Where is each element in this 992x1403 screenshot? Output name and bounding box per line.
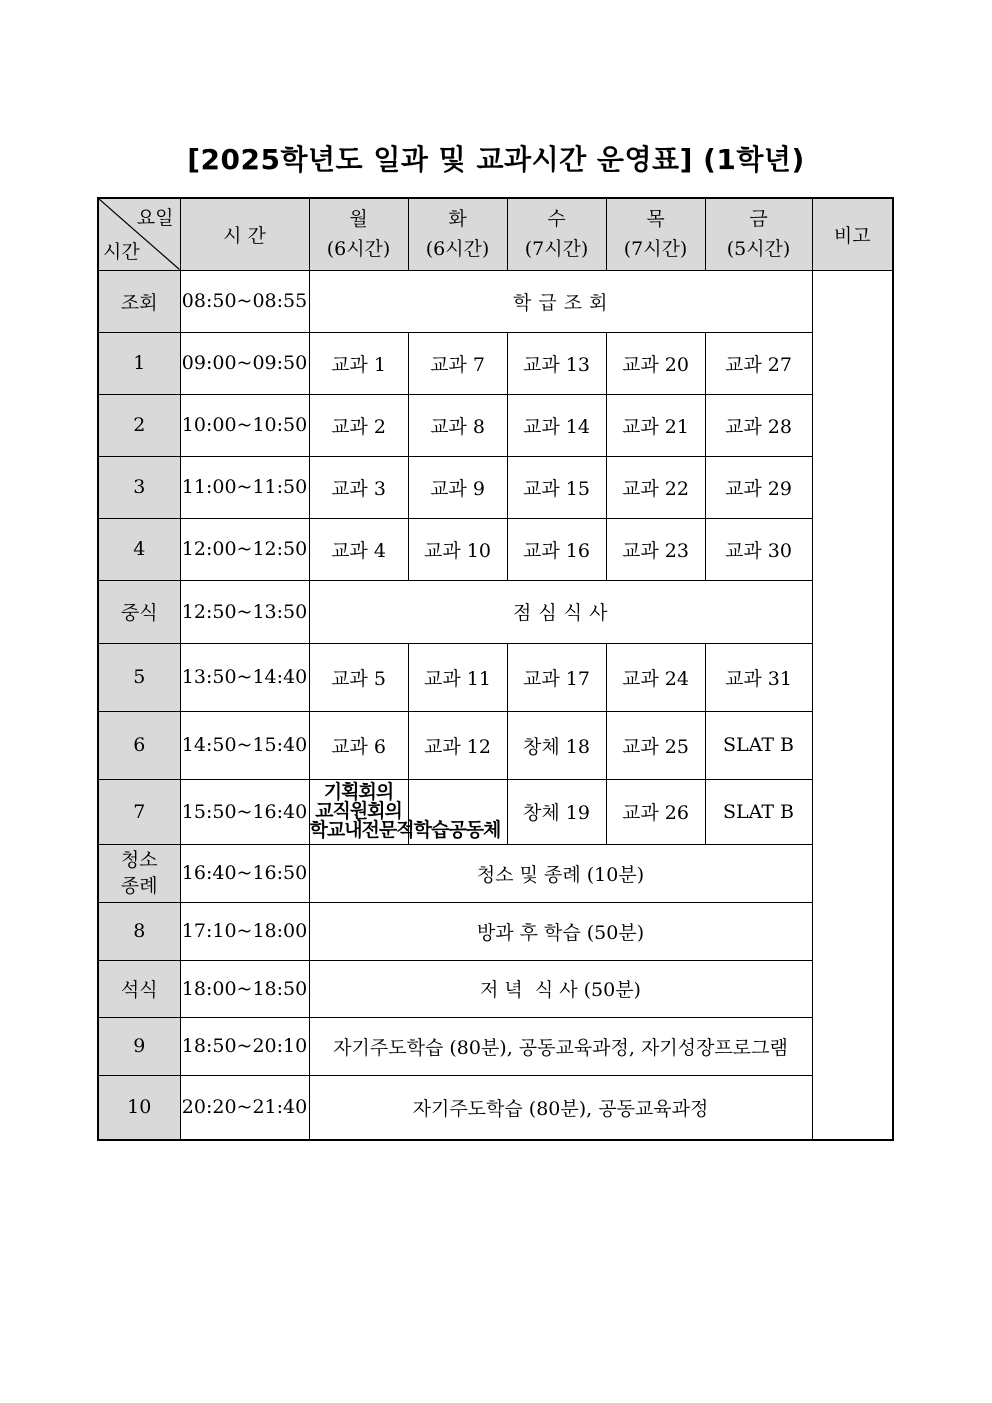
page-title: [2025학년도 일과 및 교과시간 운영표] (1학년)	[187, 143, 805, 176]
class-cell: 교과 26	[606, 779, 705, 844]
table-row	[98, 643, 893, 711]
time-header: 시 간	[180, 198, 309, 270]
row-time: 18:50~20:10	[180, 1017, 309, 1075]
class-cell: 교과 10	[408, 518, 507, 580]
class-cell: 교과 16	[507, 518, 606, 580]
class-cell: 교과 9	[408, 456, 507, 518]
selfstudy-cell: 자기주도학습 (80분), 공동교육과정	[309, 1075, 812, 1140]
class-cell: 교과 4	[309, 518, 408, 580]
row-time: 14:50~15:40	[180, 711, 309, 779]
table-row	[98, 779, 893, 844]
row-label: 1	[98, 332, 180, 394]
class-cell: 교과 17	[507, 643, 606, 711]
table-row	[98, 844, 893, 902]
remark-header: 비고	[812, 198, 893, 270]
table-row	[98, 1075, 893, 1140]
lunch-cell: 점 심 식 사	[309, 580, 812, 643]
table-row	[98, 1017, 893, 1075]
class-cell: 교과 22	[606, 456, 705, 518]
row-time: 12:00~12:50	[180, 518, 309, 580]
class-cell: 교과 12	[408, 711, 507, 779]
table-row	[98, 580, 893, 643]
remark-cell	[812, 270, 893, 1140]
row-time: 08:50~08:55	[180, 270, 309, 332]
row-time: 20:20~21:40	[180, 1075, 309, 1140]
row-label: 4	[98, 518, 180, 580]
table-row	[98, 960, 893, 1017]
class-cell: 교과 24	[606, 643, 705, 711]
row-time: 15:50~16:40	[180, 779, 309, 844]
row-time: 09:00~09:50	[180, 332, 309, 394]
row-label: 6	[98, 711, 180, 779]
class-cell: 교과 8	[408, 394, 507, 456]
class-cell: 교과 1	[309, 332, 408, 394]
class-cell: 교과 30	[705, 518, 812, 580]
row-time: 12:50~13:50	[180, 580, 309, 643]
table-row	[98, 711, 893, 779]
header-row	[98, 198, 893, 270]
row-label: 9	[98, 1017, 180, 1075]
class-cell: 교과 14	[507, 394, 606, 456]
row-label: 석식	[98, 960, 180, 1017]
corner-day-label: 요일	[136, 207, 174, 229]
row-label: 조회	[98, 270, 180, 332]
class-cell: 교과 2	[309, 394, 408, 456]
class-cell: 교과 20	[606, 332, 705, 394]
class-cell: 교과 23	[606, 518, 705, 580]
class-cell: 교과 15	[507, 456, 606, 518]
table-row	[98, 902, 893, 960]
day-header-fri: 금 (5시간)	[705, 198, 812, 270]
day-header-mon: 월 (6시간)	[309, 198, 408, 270]
class-cell: 교과 25	[606, 711, 705, 779]
corner-time-label: 시간	[103, 240, 140, 263]
row-time: 17:10~18:00	[180, 902, 309, 960]
class-cell: 교과 31	[705, 643, 812, 711]
row-label: 3	[98, 456, 180, 518]
row-time: 10:00~10:50	[180, 394, 309, 456]
class-cell: 창체 19	[507, 779, 606, 844]
row-label: 2	[98, 394, 180, 456]
class-cell: 교과 11	[408, 643, 507, 711]
class-cell: 창체 18	[507, 711, 606, 779]
day-header-thu: 목 (7시간)	[606, 198, 705, 270]
row-time: 13:50~14:40	[180, 643, 309, 711]
row-label: 10	[98, 1075, 180, 1140]
class-cell: SLAT B	[705, 779, 812, 844]
row-label: 7	[98, 779, 180, 844]
class-cell: 교과 5	[309, 643, 408, 711]
class-cell: 교과 27	[705, 332, 812, 394]
afterschool-cell: 방과 후 학습 (50분)	[309, 902, 812, 960]
row-label: 중식	[98, 580, 180, 643]
class-cell: 교과 29	[705, 456, 812, 518]
schedule-table	[97, 197, 894, 1141]
row-label: 8	[98, 902, 180, 960]
table-row	[98, 518, 893, 580]
class-cell: 교과 13	[507, 332, 606, 394]
table-row	[98, 332, 893, 394]
class-cell: 교과 6	[309, 711, 408, 779]
day-header-tue: 화 (6시간)	[408, 198, 507, 270]
cleaning-cell: 청소 및 종례 (10분)	[309, 844, 812, 902]
row-label: 청소 종례	[98, 844, 180, 902]
table-row	[98, 270, 893, 332]
class-cell: 교과 7	[408, 332, 507, 394]
row-time: 18:00~18:50	[180, 960, 309, 1017]
table-row	[98, 394, 893, 456]
corner-header	[98, 198, 180, 270]
class-cell: 교과 21	[606, 394, 705, 456]
meeting-cell: 기획회의 교직원회의 학교내전문적학습공동체	[309, 779, 408, 844]
day-header-wed: 수 (7시간)	[507, 198, 606, 270]
row-time: 11:00~11:50	[180, 456, 309, 518]
homeroom-cell: 학 급 조 회	[309, 270, 812, 332]
row-time: 16:40~16:50	[180, 844, 309, 902]
class-cell: 교과 3	[309, 456, 408, 518]
class-cell: SLAT B	[705, 711, 812, 779]
table-row	[98, 456, 893, 518]
dinner-cell: 저 녁 식 사 (50분)	[309, 960, 812, 1017]
class-cell: 교과 28	[705, 394, 812, 456]
row-label: 5	[98, 643, 180, 711]
selfstudy-cell: 자기주도학습 (80분), 공동교육과정, 자기성장프로그램	[309, 1017, 812, 1075]
